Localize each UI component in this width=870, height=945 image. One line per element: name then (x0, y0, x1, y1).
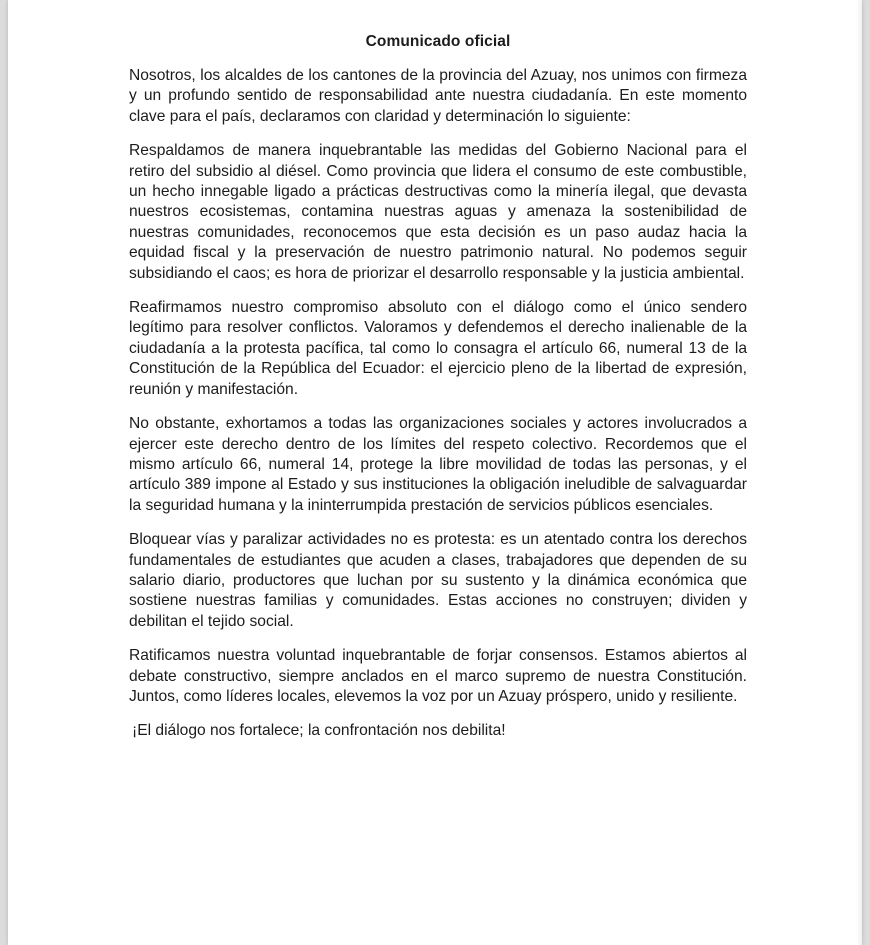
paragraph-dialogue-commitment: Reafirmamos nuestro compromiso absoluto con el diálogo como el único sendero legítimo para resolver conflictos. Valoramos y defendemos el derecho inalienable de la ciudadanía a la protesta pacífica, tal como lo consagra el artículo 66, numeral 13 de la Constitución de la República del Ecuador: el ejercicio pleno de la libertad de expresión, reunión y manifestación. (129, 299, 747, 398)
document-page (8, 0, 862, 945)
paragraph-consensus: Ratificamos nuestra voluntad inquebrantable de forjar consensos. Estamos abiertos al debate constructivo, siempre anclados en el marco supremo de nuestra Constitución. Juntos, como líderes locales, elevemos la voz por un Azuay próspero, unido y resiliente. (129, 647, 747, 705)
document-body (129, 32, 747, 742)
paragraph-road-blockades: Bloquear vías y paralizar actividades no es protesta: es un atentado contra los derechos fundamentales de estudiantes que acuden a clases, trabajadores que dependen de su salario diario, productores que luchan por su sustento y la dinámica económica que sostiene nuestras familias y comunidades. Estas acciones no construyen; dividen y debilitan el tejido social. (129, 531, 747, 630)
page-title: Comunicado oficial (365, 33, 511, 50)
closing-statement: ¡El diálogo nos fortalece; la confrontación nos debilita! (132, 722, 506, 740)
paragraph-intro: Nosotros, los alcaldes de los cantones de la provincia del Azuay, nos unimos con firmeza y un profundo sentido de responsabilidad ante nuestra ciudadanía. En este momento clave para el país, declaramos con claridad y determinación lo siguiente: (129, 67, 747, 125)
paragraph-exhortation: No obstante, exhortamos a todas las organizaciones sociales y actores involucrados a ejercer este derecho dentro de los límites del respeto colectivo. Recordemos que el mismo artículo 66, numeral 14, protege la libre movilidad de todas las personas, y el artículo 389 impone al Estado y sus instituciones la obligación ineludible de salvaguardar la seguridad humana y la ininterrumpida prestación de servicios públicos esenciales. (129, 415, 747, 514)
paragraph-subsidy-support: Respaldamos de manera inquebrantable las medidas del Gobierno Nacional para el retiro del subsidio al diésel. Como provincia que lidera el consumo de este combustible, un hecho innegable ligado a prácticas destructivas como la minería ilegal, que devasta nuestros ecosistemas, contamina nuestras aguas y amenaza la sostenibilidad de nuestras comunidades, reconocemos que esta decisión es un paso audaz hacia la equidad fiscal y la preservación de nuestro patrimonio natural. No podemos seguir subsidiando el caos; es hora de priorizar el desarrollo responsable y la justicia ambiental. (129, 142, 747, 282)
